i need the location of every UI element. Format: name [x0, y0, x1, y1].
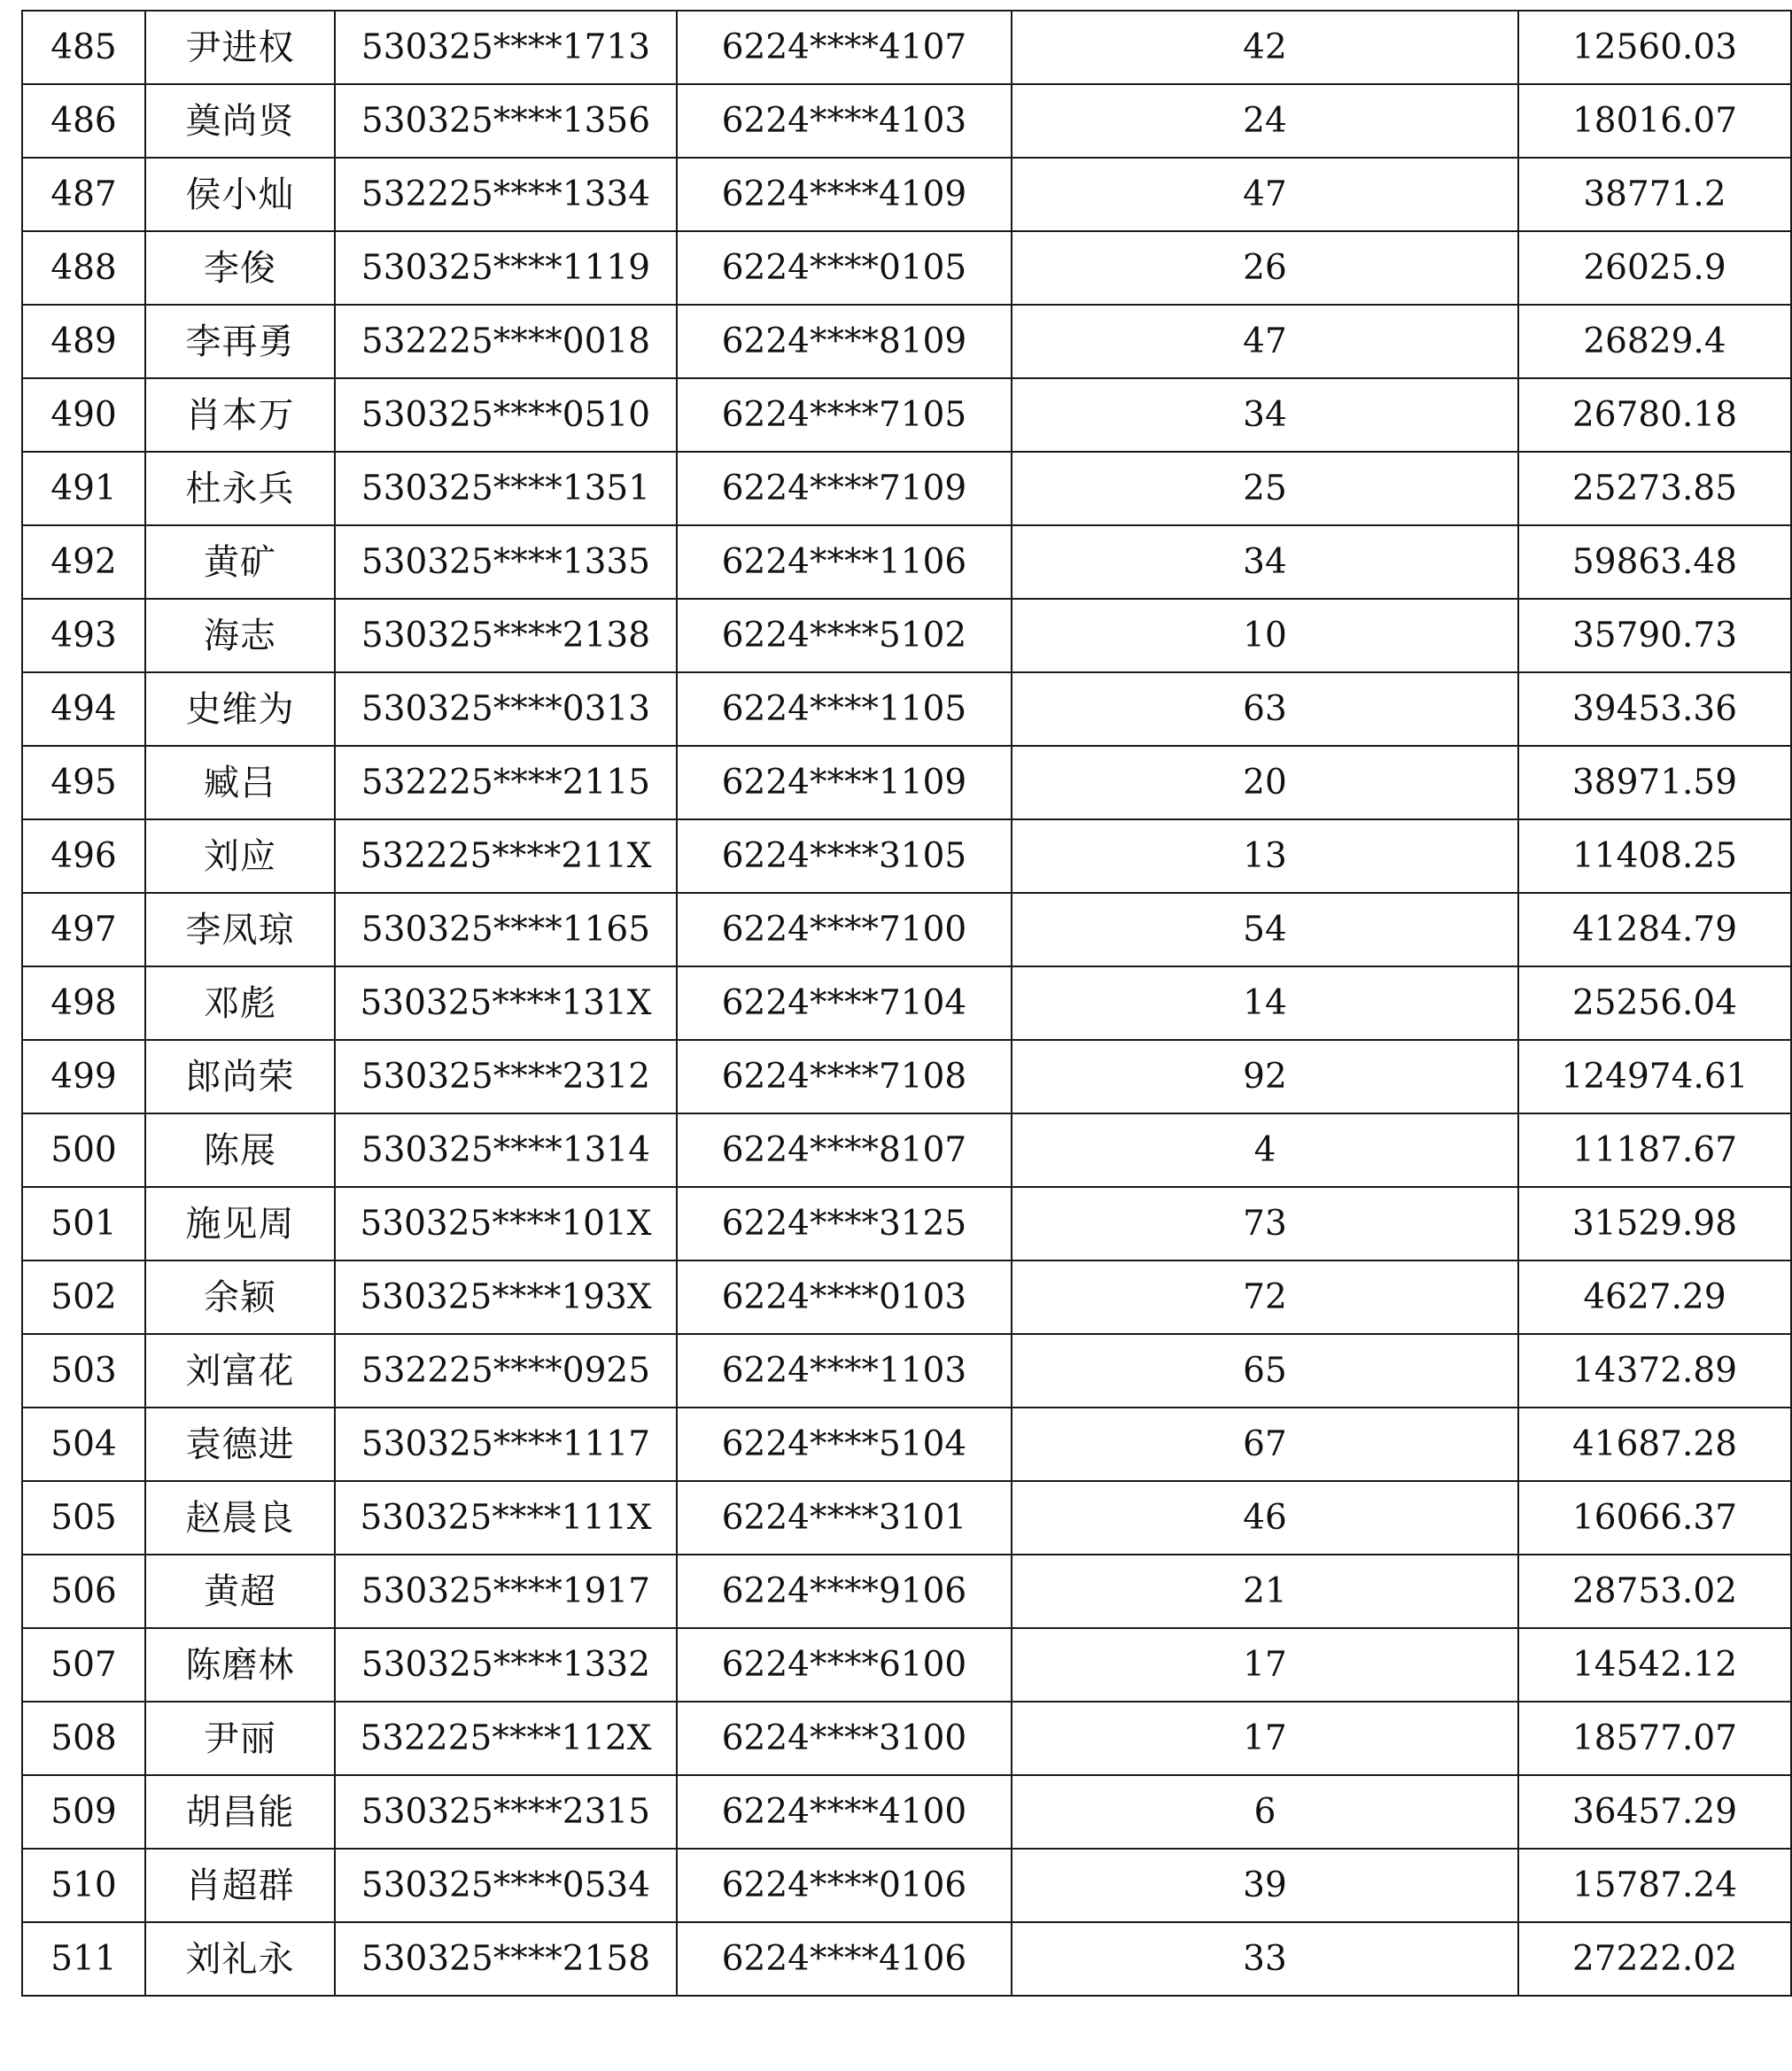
id-number-cell: 532225****2115: [335, 746, 677, 819]
amount-cell: 36457.29: [1518, 1775, 1791, 1849]
count-cell: 73: [1012, 1187, 1518, 1260]
name-cell: 余颖: [145, 1260, 335, 1334]
table-row: [22, 893, 1791, 966]
row-number-cell: 501: [22, 1187, 145, 1260]
name-cell: 赵晨良: [145, 1481, 335, 1555]
row-number-cell: 504: [22, 1408, 145, 1481]
card-number-cell: 6224****4107: [677, 11, 1012, 84]
amount-cell: 26780.18: [1518, 378, 1791, 452]
id-number-cell: 530325****101X: [335, 1187, 677, 1260]
row-number-cell: 491: [22, 452, 145, 525]
id-number-cell: 530325****1713: [335, 11, 677, 84]
id-number-cell: 530325****1351: [335, 452, 677, 525]
id-number-cell: 530325****111X: [335, 1481, 677, 1555]
card-number-cell: 6224****3100: [677, 1702, 1012, 1775]
amount-cell: 14372.89: [1518, 1334, 1791, 1408]
name-cell: 袁德进: [145, 1408, 335, 1481]
table-row: [22, 84, 1791, 158]
count-cell: 25: [1012, 452, 1518, 525]
count-cell: 39: [1012, 1849, 1518, 1922]
name-cell: 尹丽: [145, 1702, 335, 1775]
name-cell: 邓彪: [145, 966, 335, 1040]
card-number-cell: 6224****1109: [677, 746, 1012, 819]
table-row: [22, 1408, 1791, 1481]
row-number-cell: 490: [22, 378, 145, 452]
row-number-cell: 500: [22, 1113, 145, 1187]
table-row: [22, 231, 1791, 305]
id-number-cell: 530325****0313: [335, 672, 677, 746]
count-cell: 24: [1012, 84, 1518, 158]
data-table: [21, 10, 1792, 1997]
amount-cell: 26829.4: [1518, 305, 1791, 378]
count-cell: 34: [1012, 378, 1518, 452]
count-cell: 6: [1012, 1775, 1518, 1849]
row-number-cell: 485: [22, 11, 145, 84]
table-row: [22, 1334, 1791, 1408]
row-number-cell: 507: [22, 1628, 145, 1702]
table-row: [22, 1922, 1791, 1996]
table-row: [22, 1628, 1791, 1702]
table-row: [22, 525, 1791, 599]
id-number-cell: 530325****2312: [335, 1040, 677, 1113]
count-cell: 26: [1012, 231, 1518, 305]
row-number-cell: 497: [22, 893, 145, 966]
name-cell: 尹进权: [145, 11, 335, 84]
id-number-cell: 530325****1917: [335, 1555, 677, 1628]
amount-cell: 18577.07: [1518, 1702, 1791, 1775]
count-cell: 13: [1012, 819, 1518, 893]
count-cell: 33: [1012, 1922, 1518, 1996]
count-cell: 42: [1012, 11, 1518, 84]
amount-cell: 124974.61: [1518, 1040, 1791, 1113]
amount-cell: 11408.25: [1518, 819, 1791, 893]
amount-cell: 26025.9: [1518, 231, 1791, 305]
id-number-cell: 532225****211X: [335, 819, 677, 893]
id-number-cell: 530325****1119: [335, 231, 677, 305]
count-cell: 47: [1012, 305, 1518, 378]
row-number-cell: 498: [22, 966, 145, 1040]
amount-cell: 41284.79: [1518, 893, 1791, 966]
card-number-cell: 6224****5102: [677, 599, 1012, 672]
amount-cell: 31529.98: [1518, 1187, 1791, 1260]
name-cell: 史维为: [145, 672, 335, 746]
id-number-cell: 530325****1165: [335, 893, 677, 966]
count-cell: 4: [1012, 1113, 1518, 1187]
table-row: [22, 1187, 1791, 1260]
row-number-cell: 506: [22, 1555, 145, 1628]
row-number-cell: 503: [22, 1334, 145, 1408]
table-row: [22, 378, 1791, 452]
name-cell: 施见周: [145, 1187, 335, 1260]
card-number-cell: 6224****8109: [677, 305, 1012, 378]
name-cell: 刘应: [145, 819, 335, 893]
id-number-cell: 530325****2315: [335, 1775, 677, 1849]
count-cell: 20: [1012, 746, 1518, 819]
card-number-cell: 6224****7104: [677, 966, 1012, 1040]
id-number-cell: 532225****112X: [335, 1702, 677, 1775]
id-number-cell: 532225****0925: [335, 1334, 677, 1408]
table-row: [22, 11, 1791, 84]
id-number-cell: 530325****0510: [335, 378, 677, 452]
count-cell: 17: [1012, 1628, 1518, 1702]
card-number-cell: 6224****5104: [677, 1408, 1012, 1481]
name-cell: 陈磨林: [145, 1628, 335, 1702]
id-number-cell: 530325****1332: [335, 1628, 677, 1702]
count-cell: 47: [1012, 158, 1518, 231]
count-cell: 14: [1012, 966, 1518, 1040]
table-row: [22, 1481, 1791, 1555]
row-number-cell: 496: [22, 819, 145, 893]
table-row: [22, 452, 1791, 525]
card-number-cell: 6224****6100: [677, 1628, 1012, 1702]
name-cell: 胡昌能: [145, 1775, 335, 1849]
amount-cell: 25256.04: [1518, 966, 1791, 1040]
row-number-cell: 509: [22, 1775, 145, 1849]
count-cell: 65: [1012, 1334, 1518, 1408]
count-cell: 17: [1012, 1702, 1518, 1775]
name-cell: 郎尚荣: [145, 1040, 335, 1113]
row-number-cell: 488: [22, 231, 145, 305]
row-number-cell: 505: [22, 1481, 145, 1555]
card-number-cell: 6224****7109: [677, 452, 1012, 525]
table-row: [22, 1775, 1791, 1849]
amount-cell: 35790.73: [1518, 599, 1791, 672]
card-number-cell: 6224****1103: [677, 1334, 1012, 1408]
card-number-cell: 6224****9106: [677, 1555, 1012, 1628]
card-number-cell: 6224****1106: [677, 525, 1012, 599]
name-cell: 肖本万: [145, 378, 335, 452]
row-number-cell: 499: [22, 1040, 145, 1113]
table-row: [22, 1113, 1791, 1187]
count-cell: 72: [1012, 1260, 1518, 1334]
table-row: [22, 819, 1791, 893]
count-cell: 10: [1012, 599, 1518, 672]
count-cell: 34: [1012, 525, 1518, 599]
card-number-cell: 6224****7105: [677, 378, 1012, 452]
card-number-cell: 6224****1105: [677, 672, 1012, 746]
name-cell: 臧吕: [145, 746, 335, 819]
row-number-cell: 495: [22, 746, 145, 819]
amount-cell: 4627.29: [1518, 1260, 1791, 1334]
name-cell: 侯小灿: [145, 158, 335, 231]
id-number-cell: 530325****131X: [335, 966, 677, 1040]
name-cell: 刘富花: [145, 1334, 335, 1408]
row-number-cell: 510: [22, 1849, 145, 1922]
table-row: [22, 1849, 1791, 1922]
id-number-cell: 532225****0018: [335, 305, 677, 378]
table-row: [22, 599, 1791, 672]
id-number-cell: 530325****1335: [335, 525, 677, 599]
name-cell: 李俊: [145, 231, 335, 305]
row-number-cell: 487: [22, 158, 145, 231]
name-cell: 刘礼永: [145, 1922, 335, 1996]
count-cell: 46: [1012, 1481, 1518, 1555]
amount-cell: 16066.37: [1518, 1481, 1791, 1555]
table-row: [22, 1702, 1791, 1775]
table-row: [22, 1260, 1791, 1334]
row-number-cell: 492: [22, 525, 145, 599]
amount-cell: 27222.02: [1518, 1922, 1791, 1996]
card-number-cell: 6224****0105: [677, 231, 1012, 305]
amount-cell: 11187.67: [1518, 1113, 1791, 1187]
count-cell: 92: [1012, 1040, 1518, 1113]
amount-cell: 14542.12: [1518, 1628, 1791, 1702]
name-cell: 杜永兵: [145, 452, 335, 525]
id-number-cell: 530325****1117: [335, 1408, 677, 1481]
amount-cell: 38971.59: [1518, 746, 1791, 819]
amount-cell: 18016.07: [1518, 84, 1791, 158]
amount-cell: 12560.03: [1518, 11, 1791, 84]
table-body: [22, 11, 1791, 1996]
id-number-cell: 530325****193X: [335, 1260, 677, 1334]
table-row: [22, 746, 1791, 819]
table-row: [22, 966, 1791, 1040]
table-row: [22, 305, 1791, 378]
table-row: [22, 1040, 1791, 1113]
card-number-cell: 6224****4103: [677, 84, 1012, 158]
amount-cell: 28753.02: [1518, 1555, 1791, 1628]
id-number-cell: 530325****0534: [335, 1849, 677, 1922]
card-number-cell: 6224****7100: [677, 893, 1012, 966]
amount-cell: 59863.48: [1518, 525, 1791, 599]
row-number-cell: 511: [22, 1922, 145, 1996]
name-cell: 海志: [145, 599, 335, 672]
table-row: [22, 158, 1791, 231]
count-cell: 63: [1012, 672, 1518, 746]
id-number-cell: 530325****2158: [335, 1922, 677, 1996]
card-number-cell: 6224****4100: [677, 1775, 1012, 1849]
amount-cell: 41687.28: [1518, 1408, 1791, 1481]
card-number-cell: 6224****0103: [677, 1260, 1012, 1334]
table-row: [22, 1555, 1791, 1628]
table-row: [22, 672, 1791, 746]
amount-cell: 25273.85: [1518, 452, 1791, 525]
card-number-cell: 6224****3101: [677, 1481, 1012, 1555]
name-cell: 黄矿: [145, 525, 335, 599]
amount-cell: 39453.36: [1518, 672, 1791, 746]
count-cell: 21: [1012, 1555, 1518, 1628]
row-number-cell: 486: [22, 84, 145, 158]
count-cell: 54: [1012, 893, 1518, 966]
amount-cell: 15787.24: [1518, 1849, 1791, 1922]
name-cell: 陈展: [145, 1113, 335, 1187]
id-number-cell: 532225****1334: [335, 158, 677, 231]
count-cell: 67: [1012, 1408, 1518, 1481]
row-number-cell: 502: [22, 1260, 145, 1334]
name-cell: 肖超群: [145, 1849, 335, 1922]
card-number-cell: 6224****3125: [677, 1187, 1012, 1260]
id-number-cell: 530325****1314: [335, 1113, 677, 1187]
amount-cell: 38771.2: [1518, 158, 1791, 231]
name-cell: 奠尚贤: [145, 84, 335, 158]
card-number-cell: 6224****0106: [677, 1849, 1012, 1922]
id-number-cell: 530325****2138: [335, 599, 677, 672]
card-number-cell: 6224****4109: [677, 158, 1012, 231]
row-number-cell: 508: [22, 1702, 145, 1775]
card-number-cell: 6224****4106: [677, 1922, 1012, 1996]
row-number-cell: 493: [22, 599, 145, 672]
name-cell: 黄超: [145, 1555, 335, 1628]
id-number-cell: 530325****1356: [335, 84, 677, 158]
card-number-cell: 6224****3105: [677, 819, 1012, 893]
name-cell: 李凤琼: [145, 893, 335, 966]
card-number-cell: 6224****8107: [677, 1113, 1012, 1187]
row-number-cell: 494: [22, 672, 145, 746]
card-number-cell: 6224****7108: [677, 1040, 1012, 1113]
row-number-cell: 489: [22, 305, 145, 378]
name-cell: 李再勇: [145, 305, 335, 378]
